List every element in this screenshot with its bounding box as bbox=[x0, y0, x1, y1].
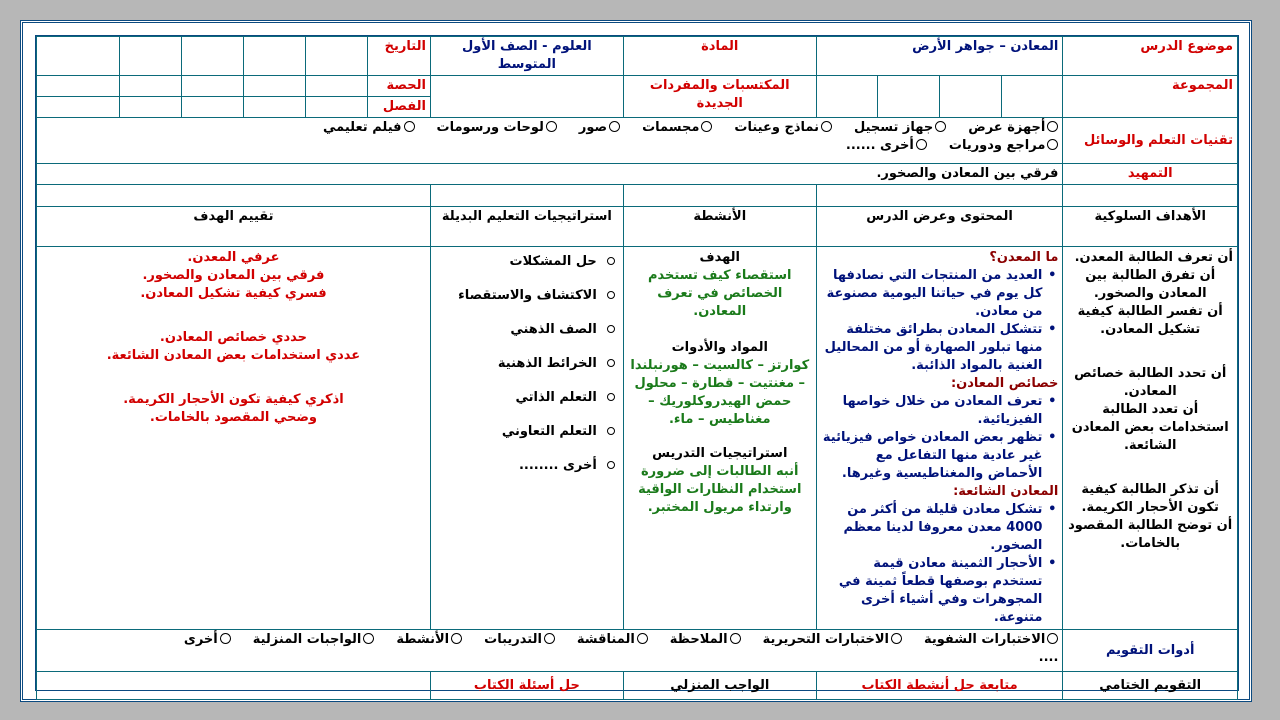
radio-circle-icon[interactable] bbox=[1047, 633, 1058, 644]
radio-circle-icon[interactable] bbox=[1047, 139, 1058, 150]
group-cells bbox=[816, 76, 1063, 118]
strategy-item[interactable] bbox=[439, 423, 615, 441]
date-cell-3[interactable] bbox=[182, 37, 244, 76]
strategy-item[interactable] bbox=[439, 253, 615, 271]
content-heading-2: خصائص المعادن: bbox=[950, 376, 1059, 391]
assessment-4: حددي خصائص المعادن. bbox=[159, 330, 308, 345]
period-label: الحصة bbox=[367, 76, 430, 97]
strategy-label: الخرائط الذهنية bbox=[497, 356, 597, 371]
objective-2: أن تفرق الطالبة بين المعادن والصخور. bbox=[1085, 268, 1216, 301]
option-label: الملاحظة bbox=[669, 632, 728, 647]
period-cell-4[interactable] bbox=[120, 76, 182, 97]
radio-circle-icon[interactable] bbox=[451, 633, 462, 644]
class-cell-1[interactable] bbox=[306, 97, 368, 118]
option-label: لوحات ورسومات bbox=[436, 120, 544, 135]
class-label: الفصل bbox=[367, 97, 430, 118]
option-label: مجسمات bbox=[642, 120, 700, 135]
option-label: المناقشة bbox=[576, 632, 635, 647]
strategy-item[interactable] bbox=[439, 457, 615, 475]
period-cell-1[interactable] bbox=[306, 76, 368, 97]
radio-circle-icon[interactable] bbox=[404, 121, 415, 132]
final-eval-label: التقويم الختامي bbox=[1063, 672, 1238, 700]
spacer-cell-4 bbox=[430, 185, 623, 207]
option-label: التدريبات bbox=[484, 632, 542, 647]
date-cell-1[interactable] bbox=[306, 37, 368, 76]
group-cell-3[interactable] bbox=[877, 76, 939, 117]
activities-goal-label: الهدف bbox=[699, 250, 741, 265]
activities-teach-label: استراتيجيات التدريس bbox=[652, 446, 788, 461]
spacer-cell-1 bbox=[1063, 185, 1238, 207]
radio-circle-icon[interactable] bbox=[220, 633, 231, 644]
option-label: الاختبارات التحريرية bbox=[762, 632, 890, 647]
option-label: أخرى bbox=[183, 632, 218, 647]
radio-circle-icon[interactable] bbox=[363, 633, 374, 644]
tools-label: تقنيات التعلم والوسائل bbox=[1063, 118, 1238, 164]
period-cell-3[interactable] bbox=[182, 76, 244, 97]
option-label: الاختبارات الشفوية bbox=[924, 632, 1046, 647]
col-objectives: الأهداف السلوكية bbox=[1063, 207, 1238, 247]
eval-tool-option[interactable] bbox=[763, 631, 902, 649]
activities-cell bbox=[623, 247, 816, 630]
plan-grid bbox=[36, 36, 1238, 700]
eval-tool-option[interactable] bbox=[253, 631, 375, 649]
course-label: المادة bbox=[623, 37, 816, 76]
radio-circle-icon[interactable] bbox=[544, 633, 555, 644]
strategy-label: التعلم التعاوني bbox=[501, 424, 597, 439]
eval-tools-options bbox=[37, 630, 1063, 672]
radio-circle-icon[interactable] bbox=[730, 633, 741, 644]
tools-option[interactable] bbox=[642, 119, 712, 137]
option-label: صور bbox=[578, 120, 608, 135]
class-cell-5[interactable] bbox=[37, 97, 120, 118]
bullet-circle-icon bbox=[607, 291, 615, 299]
col-assessment: تقييم الهدف bbox=[37, 207, 431, 247]
strategies-list bbox=[439, 253, 615, 475]
option-label: أجهزة عرض bbox=[968, 120, 1046, 135]
option-label: مراجع ودوريات bbox=[948, 138, 1046, 153]
bullet-circle-icon bbox=[607, 393, 615, 401]
option-label: نماذج وعينات bbox=[734, 120, 819, 135]
bullet-circle-icon bbox=[607, 359, 615, 367]
tools-row-1 bbox=[41, 119, 1058, 137]
content-bullet: • تشكل معادن قليلة من أكثر من 4000 معدن معروفا لدينا معظم الصخور. bbox=[821, 501, 1043, 555]
activities-materials: كوارتز – كالسيت – هورنبلندا – مغنتيت – قطارة – محلول حمض الهيدروكلوريك – مغناطيس – ماء. bbox=[630, 358, 810, 427]
period-cell-5[interactable] bbox=[37, 76, 120, 97]
intro-label: التمهيد bbox=[1063, 164, 1238, 185]
date-cell-2[interactable] bbox=[244, 37, 306, 76]
eval-tools-row bbox=[41, 631, 1058, 649]
eval-tool-option[interactable] bbox=[924, 631, 1058, 649]
date-label: التاريخ bbox=[367, 37, 430, 76]
assessment-cell bbox=[37, 247, 431, 630]
radio-circle-icon[interactable] bbox=[916, 139, 927, 150]
strategy-label: الاكتشاف والاستقصاء bbox=[458, 288, 597, 303]
objective-6: أن تذكر الطالبة كيفية تكون الأحجار الكريمة. bbox=[1081, 482, 1219, 515]
eval-tool-option[interactable] bbox=[577, 631, 648, 649]
strategy-label: أخرى ........ bbox=[518, 458, 597, 473]
tools-option[interactable] bbox=[949, 137, 1059, 155]
tools-option[interactable] bbox=[579, 119, 620, 137]
assessment-5: عددي استخدامات بعض المعادن الشائعة. bbox=[106, 348, 361, 363]
activities-goal: استقصاء كيف تستخدم الخصائص في تعرف المعادن. bbox=[648, 268, 792, 319]
homework-value: حل أسئلة الكتاب bbox=[473, 678, 580, 693]
tools-options bbox=[37, 118, 1063, 164]
subject-label: موضوع الدرس bbox=[1063, 37, 1238, 76]
group-label: المجموعة bbox=[1063, 76, 1238, 118]
radio-circle-icon[interactable] bbox=[546, 121, 557, 132]
option-label: جهاز تسجيل bbox=[854, 120, 934, 135]
assessment-2: فرقي بين المعادن والصخور. bbox=[142, 268, 325, 283]
final-eval-value: متابعة حل أنشطة الكتاب bbox=[816, 672, 1063, 700]
class-cell-3[interactable] bbox=[182, 97, 244, 118]
vocab-value[interactable] bbox=[430, 76, 623, 118]
eval-tools-label: أدوات التقويم bbox=[1063, 630, 1238, 672]
strategy-item[interactable] bbox=[439, 355, 615, 373]
radio-circle-icon[interactable] bbox=[891, 633, 902, 644]
tools-option[interactable] bbox=[854, 119, 946, 137]
col-strategies: استراتيجيات التعليم البديلة bbox=[430, 207, 623, 247]
option-label: فيلم تعليمي bbox=[322, 120, 402, 135]
option-label: الأنشطة bbox=[396, 632, 450, 647]
strategy-item[interactable] bbox=[439, 389, 615, 407]
radio-circle-icon[interactable] bbox=[821, 121, 832, 132]
page-frame bbox=[20, 20, 1252, 702]
content-bullet: • تتشكل المعادن بطرائق مختلفة منها تبلور الصهارة أو من المحاليل الغنية بالمواد الذائبة. bbox=[821, 321, 1043, 375]
eval-tools-more: .... bbox=[1038, 650, 1059, 665]
tools-option[interactable] bbox=[846, 137, 927, 155]
tools-row-2 bbox=[41, 137, 1058, 155]
activities-materials-label: المواد والأدوات bbox=[671, 340, 768, 355]
objectives-cell bbox=[1063, 247, 1238, 630]
tools-option[interactable] bbox=[323, 119, 415, 137]
intro-value: فرقي بين المعادن والصخور. bbox=[37, 164, 1063, 185]
spacer-cell-3 bbox=[623, 185, 816, 207]
radio-circle-icon[interactable] bbox=[609, 121, 620, 132]
assessment-3: فسري كيفية تشكيل المعادن. bbox=[140, 286, 327, 301]
spacer-cell-5 bbox=[37, 185, 431, 207]
group-cell-2[interactable] bbox=[939, 76, 1001, 117]
radio-circle-icon[interactable] bbox=[935, 121, 946, 132]
content-heading-3: المعادن الشائعة: bbox=[953, 484, 1059, 499]
assessment-1: عرفي المعدن. bbox=[187, 250, 280, 265]
content-heading-1: ما المعدن؟ bbox=[989, 250, 1059, 265]
eval-tool-option[interactable] bbox=[184, 631, 231, 649]
footer-blank bbox=[37, 672, 431, 700]
group-cell-1[interactable] bbox=[1001, 76, 1063, 117]
bullet-circle-icon bbox=[607, 325, 615, 333]
class-cell-2[interactable] bbox=[244, 97, 306, 118]
eval-tool-option[interactable] bbox=[484, 631, 555, 649]
tools-option[interactable] bbox=[437, 119, 557, 137]
radio-circle-icon[interactable] bbox=[701, 121, 712, 132]
objective-7: أن توضح الطالبة المقصود بالخامات. bbox=[1068, 518, 1233, 551]
col-activities: الأنشطة bbox=[623, 207, 816, 247]
radio-circle-icon[interactable] bbox=[637, 633, 648, 644]
activities-teach: أنبه الطالبات إلى ضرورة استخدام النظارات الواقية وارتداء مريول المختبر. bbox=[638, 464, 802, 515]
class-cell-4[interactable] bbox=[120, 97, 182, 118]
tools-option[interactable] bbox=[734, 119, 832, 137]
content-bullet: • تظهر بعض المعادن خواص فيزيائية غير عادية منها التفاعل مع الأحماض والمغناطيسية وغيرها. bbox=[821, 429, 1043, 483]
date-cell-4[interactable] bbox=[120, 37, 182, 76]
bullet-circle-icon bbox=[607, 257, 615, 265]
option-label: أخرى ...... bbox=[845, 138, 914, 153]
spacer-cell-2 bbox=[816, 185, 1063, 207]
radio-circle-icon[interactable] bbox=[1047, 121, 1058, 132]
strategy-label: التعلم الذاتي bbox=[515, 390, 597, 405]
content-bullet: • تعرف المعادن من خلال خواصها الفيزيائية. bbox=[821, 393, 1043, 429]
course-value: العلوم - الصف الأول المتوسط bbox=[430, 37, 623, 76]
strategy-label: الصف الذهني bbox=[510, 322, 597, 337]
vocab-label: المكتسبات والمفردات الجديدة bbox=[623, 76, 816, 118]
homework-group bbox=[430, 672, 816, 700]
option-label: الواجبات المنزلية bbox=[252, 632, 362, 647]
homework-label: الواجب المنزلي bbox=[623, 672, 816, 699]
content-bullet: • العديد من المنتجات التي نصادفها كل يوم في حياتنا اليومية مصنوعة من معادن. bbox=[821, 267, 1043, 321]
tools-option[interactable] bbox=[968, 119, 1058, 137]
bullet-circle-icon bbox=[607, 427, 615, 435]
strategy-item[interactable] bbox=[439, 287, 615, 305]
period-cell-2[interactable] bbox=[244, 76, 306, 97]
objective-4: أن تحدد الطالبة خصائص المعادن. bbox=[1074, 366, 1227, 399]
strategy-label: حل المشكلات bbox=[509, 254, 597, 269]
content-bullet: • الأحجار الثمينة معادن قيمة تستخدم بوصفها قطعاً ثمينة في المجوهرات وفي أشياء أخرى متنوعة. bbox=[821, 555, 1043, 627]
date-cell-5[interactable] bbox=[37, 37, 120, 76]
strategies-cell bbox=[430, 247, 623, 630]
col-content: المحتوى وعرض الدرس bbox=[816, 207, 1063, 247]
lesson-plan-table bbox=[35, 35, 1239, 691]
assessment-6: اذكري كيفية تكون الأحجار الكريمة. bbox=[123, 392, 344, 407]
objective-5: أن تعدد الطالبة استخدامات بعض المعادن الشائعة. bbox=[1071, 402, 1229, 453]
group-cell-4[interactable] bbox=[817, 76, 878, 117]
eval-tool-option[interactable] bbox=[670, 631, 741, 649]
strategy-item[interactable] bbox=[439, 321, 615, 339]
objective-1: أن تعرف الطالبة المعدن. bbox=[1074, 250, 1233, 265]
subject-value: المعادن – جواهر الأرض bbox=[816, 37, 1063, 76]
assessment-7: وضحي المقصود بالخامات. bbox=[149, 410, 317, 425]
content-cell bbox=[816, 247, 1063, 630]
objective-3: أن تفسر الطالبة كيفية تشكيل المعادن. bbox=[1077, 304, 1223, 337]
bullet-circle-icon bbox=[607, 461, 615, 469]
eval-tool-option[interactable] bbox=[396, 631, 462, 649]
